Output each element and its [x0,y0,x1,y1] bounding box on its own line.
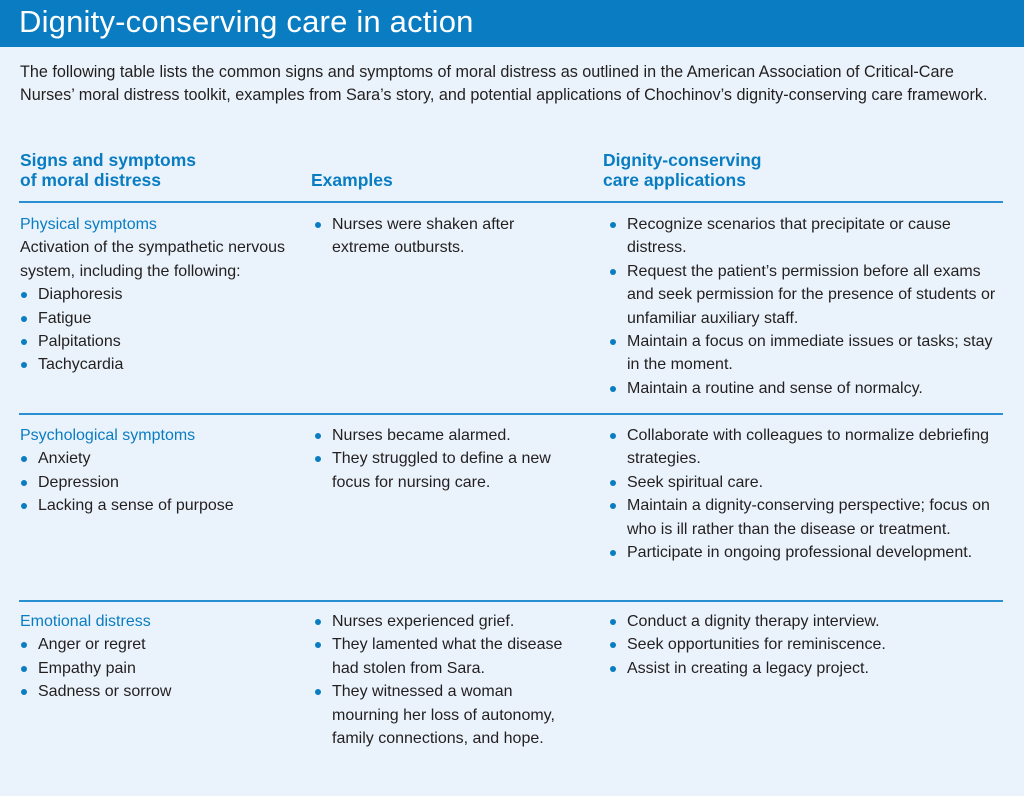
list-item: Participate in ongoing professional development. [609,541,1007,564]
header-line: care applications [603,170,746,190]
list-item: They lamented what the disease had stolen from Sara. [314,633,574,680]
row-title: Psychological symptoms [20,427,196,444]
list-item: Fatigue [20,307,290,330]
list-item: Tachycardia [20,353,290,376]
intro-paragraph: The following table lists the common signs and symptoms of moral distress as outlined in the American Association of Critical-Care Nurses’ moral distress toolkit, examples from Sara’s story, and potential applications of Chochinov’s dignity-conserving care framework. [20,63,988,104]
list-item: Depression [20,471,290,494]
row-physical-symptoms [20,213,290,377]
divider [19,600,1003,602]
header-applications [603,150,993,190]
page-title: Dignity-conserving care in action [19,4,474,39]
list-item: Collaborate with colleagues to normalize debriefing strategies. [609,424,1007,471]
row-emotional-distress [20,610,290,704]
applications-list [609,424,1007,564]
row-title: Physical symptoms [20,216,157,233]
list-item: Assist in creating a legacy project. [609,657,1007,680]
list-item: Maintain a focus on immediate issues or tasks; stay in the moment. [609,330,1007,377]
examples-list [314,213,574,260]
header-examples [311,170,571,190]
list-item: Nurses experienced grief. [314,610,574,633]
list-item: Nurses were shaken after extreme outbursts. [314,213,574,260]
list-item: Palpitations [20,330,290,353]
list-item: Sadness or sorrow [20,680,290,703]
row-physical-applications [609,213,1007,400]
list-item: Request the patient’s permission before all exams and seek permission for the presence of students or unfamiliar auxiliary staff. [609,260,1007,330]
applications-list [609,610,1007,680]
list-item: Maintain a dignity-conserving perspective; focus on who is ill rather than the disease or treatment. [609,494,1007,541]
symptom-list [20,633,290,703]
header-line: Signs and symptoms [20,150,197,170]
header-line: Dignity-conserving [603,150,762,170]
title-bar [0,0,1024,47]
header-line: Examples [311,170,393,190]
header-line: of moral distress [20,170,162,190]
applications-list [609,213,1007,400]
divider [19,201,1003,203]
symptom-list [20,283,290,377]
list-item: Nurses became alarmed. [314,424,574,447]
list-item: Seek spiritual care. [609,471,1007,494]
row-emotional-applications [609,610,1007,680]
list-item: Anger or regret [20,633,290,656]
list-item: Anxiety [20,447,290,470]
row-title: Emotional distress [20,613,151,630]
row-psychological-symptoms [20,424,290,518]
row-psychological-applications [609,424,1007,564]
list-item: Empathy pain [20,657,290,680]
list-item: Conduct a dignity therapy interview. [609,610,1007,633]
list-item: They witnessed a woman mourning her loss of autonomy, family connections, and hope. [314,680,574,750]
divider [19,413,1003,415]
list-item: Lacking a sense of purpose [20,494,290,517]
list-item: Maintain a routine and sense of normalcy. [609,377,1007,400]
header-signs [20,150,300,190]
examples-list [314,610,574,750]
list-item: Diaphoresis [20,283,290,306]
list-item: Seek opportunities for reminiscence. [609,633,1007,656]
row-psychological-examples [314,424,574,494]
row-emotional-examples [314,610,574,750]
row-description: Activation of the sympathetic nervous system, including the following: [20,239,286,280]
list-item: Recognize scenarios that precipitate or cause distress. [609,213,1007,260]
symptom-list [20,447,290,517]
row-physical-examples [314,213,574,260]
list-item: They struggled to define a new focus for nursing care. [314,447,574,494]
examples-list [314,424,574,494]
